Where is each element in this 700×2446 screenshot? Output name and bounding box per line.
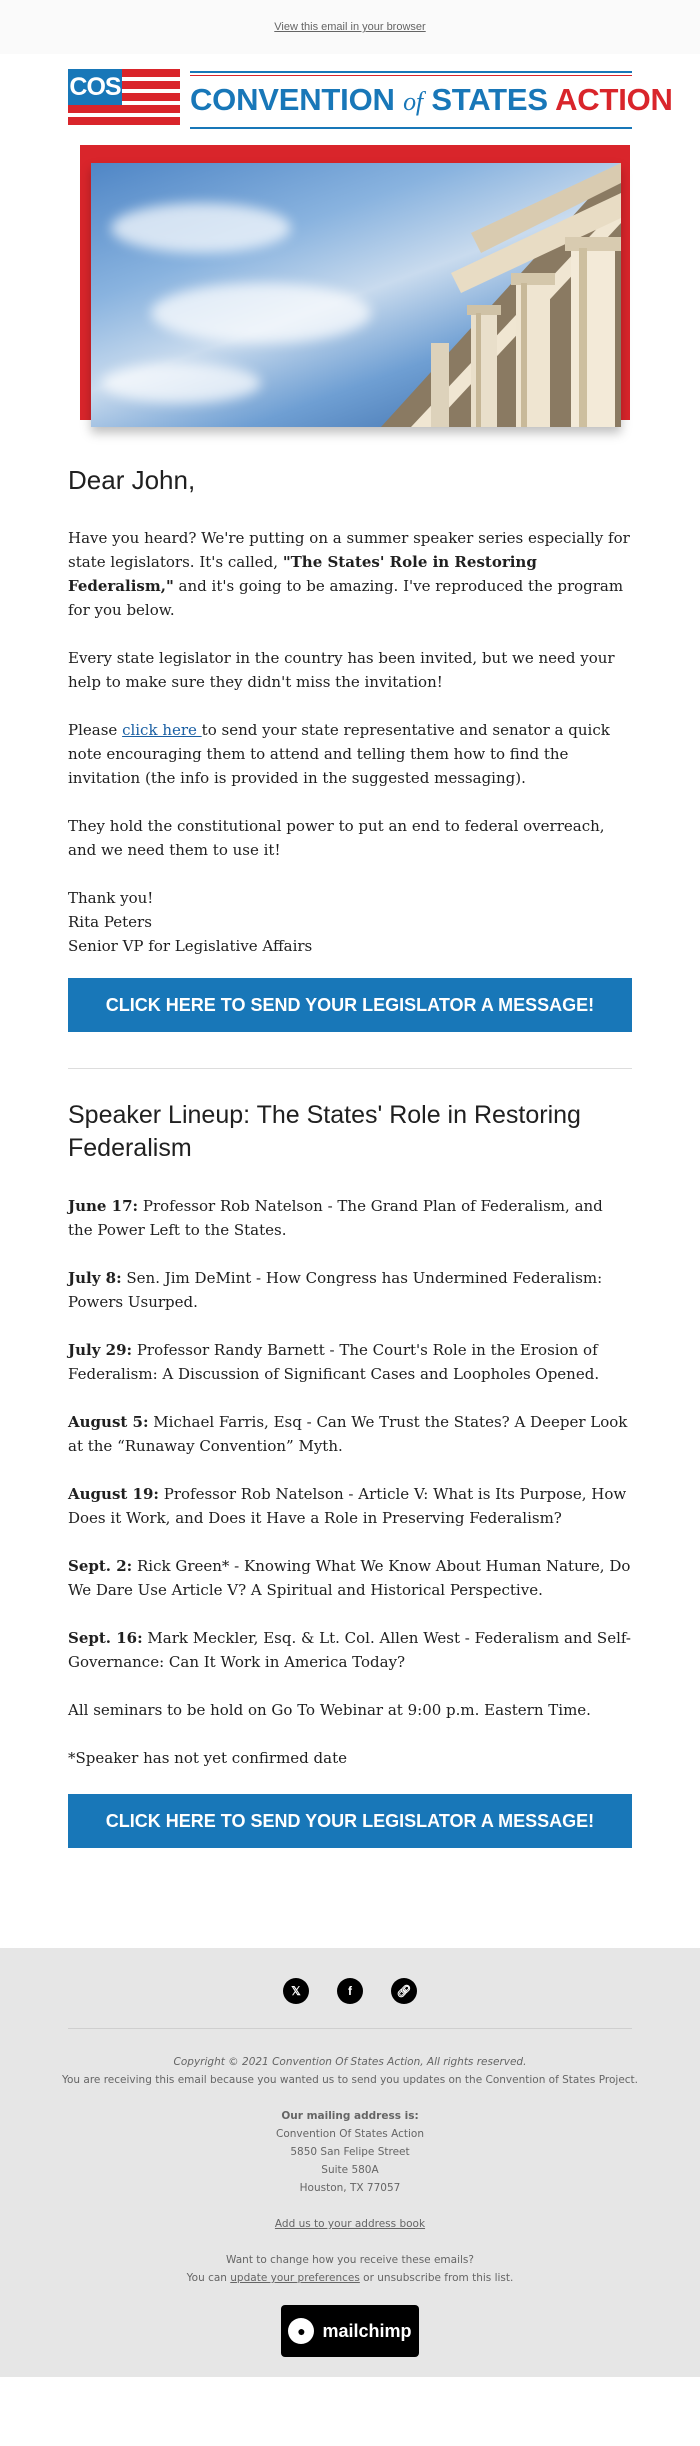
letter-paragraph-3 — [68, 718, 632, 790]
sign-name: Rita Peters — [68, 913, 152, 931]
wordmark-of: of — [403, 87, 423, 116]
pref-start: You can — [186, 2272, 231, 2284]
logo-wordmark — [190, 82, 673, 118]
lineup-date: August 19: — [68, 1485, 159, 1503]
lineup-date: Sept. 16: — [68, 1629, 143, 1647]
lineup-description: Professor Rob Natelson - The Grand Plan of Federalism, and the Power Left to the States. — [68, 1197, 603, 1239]
lineup-description: Professor Rob Natelson - Article V: What is Its Purpose, How Does it Work, and Does it Have a Role in Preserving Federalism? — [68, 1485, 627, 1527]
wordmark-states: STATES — [422, 82, 556, 117]
series-title: "The States' Role in Restoring Federalism," — [68, 553, 537, 595]
lineup-date: August 5: — [68, 1413, 149, 1431]
p1-start: Have you heard? We're putting on a summer speaker series especially for state legislators. It's called, — [68, 529, 630, 571]
update-preferences-link[interactable]: update your preferences — [230, 2272, 360, 2284]
footer-divider — [68, 2028, 632, 2029]
twitter-icon[interactable]: 𝕏 — [283, 1978, 309, 2004]
seminar-note: All seminars to be hold on Go To Webinar at 9:00 p.m. Eastern Time. — [68, 1701, 591, 1719]
address-line-2: 5850 San Felipe Street — [290, 2146, 410, 2158]
address-line-1: Convention Of States Action — [276, 2128, 424, 2140]
lineup-description: Sen. Jim DeMint - How Congress has Undermined Federalism: Powers Usurped. — [68, 1269, 603, 1311]
footer — [0, 1948, 700, 2377]
lineup-date: July 8: — [68, 1269, 122, 1287]
logo-badge: COS — [68, 69, 122, 105]
section-divider — [68, 1068, 632, 1069]
sign-title: Senior VP for Legislative Affairs — [68, 937, 313, 955]
mailchimp-label: mailchimp — [322, 2320, 412, 2341]
send-message-button[interactable]: CLICK HERE TO SEND YOUR LEGISLATOR A MESSAGE! — [68, 978, 632, 1032]
mailchimp-badge[interactable] — [281, 2305, 419, 2357]
p3-end: to send your state representative and senator a quick note encouraging them to attend and telling them how to find the invitation (the info is provided in the suggested messaging). — [68, 721, 610, 787]
lineup-item — [68, 1482, 632, 1530]
lineup-date: Sept. 2: — [68, 1557, 133, 1575]
wordmark-convention: CONVENTION — [190, 82, 404, 117]
subscription-reason: You are receiving this email because you wanted us to send you updates on the Convention of States Project. — [61, 2074, 639, 2086]
letter-paragraph-1 — [68, 526, 632, 622]
preferences-line — [0, 2269, 700, 2287]
facebook-icon[interactable]: f — [337, 1978, 363, 2004]
letter-section — [68, 435, 632, 1848]
letter-paragraph-2: Every state legislator in the country has been invited, but we need your help to make sure they didn't miss the invitation! — [68, 649, 615, 691]
speaker-lineup-list — [68, 1194, 632, 1674]
p1-end: and it's going to be amazing. I've reproduced the program for you below. — [68, 577, 624, 619]
lineup-item — [68, 1338, 632, 1386]
lineup-title: Speaker Lineup: The States' Role in Restoring Federalism — [68, 1101, 581, 1162]
click-here-link[interactable]: click here — [122, 721, 202, 739]
logo-rule-bottom — [190, 127, 632, 129]
sign-thanks: Thank you! — [68, 889, 154, 907]
lineup-item — [68, 1410, 632, 1458]
logo-rule-top — [190, 71, 632, 73]
preheader — [0, 0, 700, 54]
logo-rule-red — [190, 75, 632, 76]
mailing-label: Our mailing address is: — [281, 2110, 419, 2122]
view-in-browser-link[interactable]: View this email in your browser — [274, 21, 426, 33]
email-body — [68, 69, 673, 1848]
change-prompt: Want to change how you receive these emails? — [226, 2254, 474, 2266]
lineup-description: Michael Farris, Esq - Can We Trust the States? A Deeper Look at the “Runaway Convention” Myth. — [68, 1413, 628, 1455]
letter-paragraph-4: They hold the constitutional power to put an end to federal overreach, and we need them to use it! — [68, 817, 605, 859]
address-line-3: Suite 580A — [321, 2164, 379, 2176]
signature — [68, 886, 632, 958]
greeting: Dear John, — [68, 465, 196, 495]
lineup-description: Professor Randy Barnett - The Court's Role in the Erosion of Federalism: A Discussion of Significant Cases and Loopholes Opened. — [68, 1341, 600, 1383]
lineup-item — [68, 1554, 632, 1602]
p3-start: Please — [68, 721, 123, 739]
hero-image — [68, 145, 632, 435]
lineup-item — [68, 1626, 632, 1674]
mailchimp-icon: ● — [288, 2318, 314, 2344]
lineup-description: Mark Meckler, Esq. & Lt. Col. Allen West - Federalism and Self-Governance: Can It Work in America Today? — [68, 1629, 631, 1671]
footer-text — [0, 2053, 700, 2287]
columns-illustration — [321, 163, 621, 427]
lineup-date: July 29: — [68, 1341, 133, 1359]
link-icon[interactable]: 🔗︎ — [391, 1978, 417, 2004]
cos-logo — [68, 69, 673, 145]
capitol-columns-photo — [91, 163, 621, 427]
address-line-4: Houston, TX 77057 — [299, 2182, 401, 2194]
wordmark-action: ACTION — [555, 82, 673, 117]
lineup-description: Rick Green* - Knowing What We Know About Human Nature, Do We Dare Use Article V? A Spiritual and Historical Perspective. — [68, 1557, 631, 1599]
pref-end: or unsubscribe from this list. — [359, 2272, 514, 2284]
lineup-item — [68, 1194, 632, 1242]
lineup-date: June 17: — [68, 1197, 139, 1215]
copyright: Copyright © 2021 Convention Of States Action, All rights reserved. — [173, 2056, 527, 2068]
send-message-button-bottom[interactable]: CLICK HERE TO SEND YOUR LEGISLATOR A MESSAGE! — [68, 1794, 632, 1848]
lineup-item — [68, 1266, 632, 1314]
address-book-link[interactable]: Add us to your address book — [274, 2218, 426, 2230]
unconfirmed-note: *Speaker has not yet confirmed date — [68, 1749, 347, 1767]
social-links — [0, 1978, 700, 2004]
